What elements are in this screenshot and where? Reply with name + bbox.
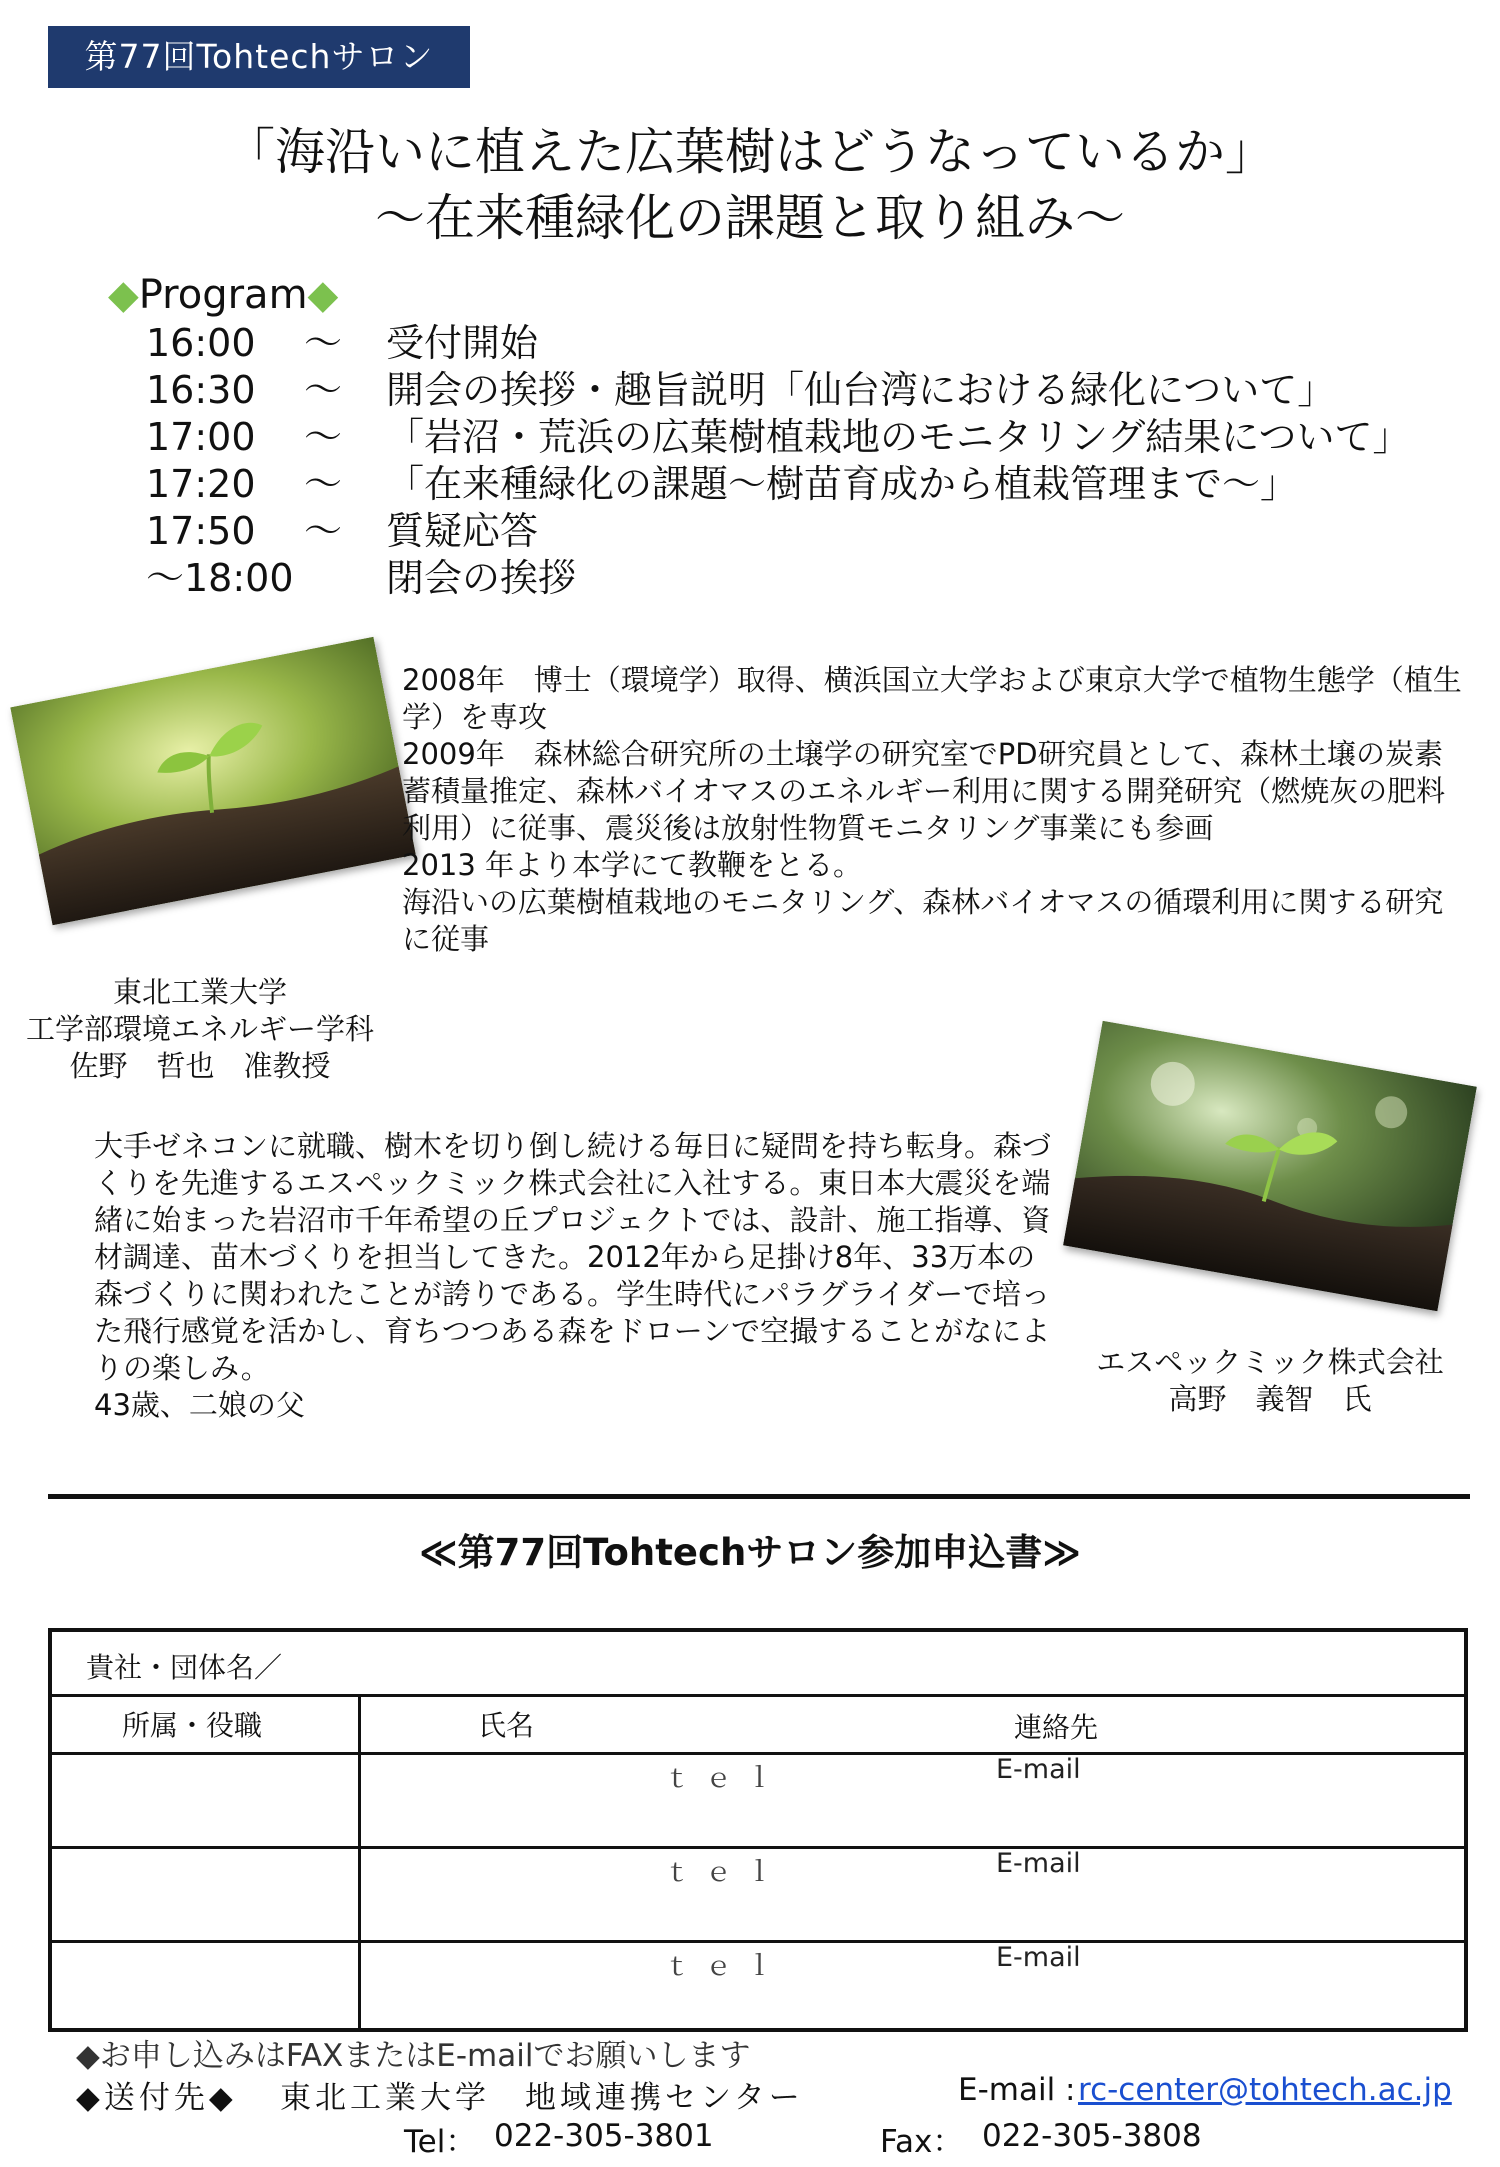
col-name-header: 氏名 bbox=[478, 1709, 535, 1742]
program-text: 「岩沼・荒浜の広葉樹植栽地のモニタリング結果について」 bbox=[386, 415, 1411, 459]
program-row bbox=[146, 461, 1299, 507]
diamond-icon: ◆ bbox=[307, 272, 339, 318]
speaker2-name: 高野 義智 氏 bbox=[1168, 1382, 1372, 1416]
tel-field[interactable]: ｔｅｌ bbox=[664, 1857, 787, 1888]
program-time: 17:50 bbox=[146, 509, 256, 553]
program-heading bbox=[108, 272, 338, 318]
program-time: 16:00 bbox=[146, 321, 256, 365]
bio-paragraph: 海沿いの広葉樹植栽地のモニタリング、森林バイオマスの循環利用に関する研究に従事 bbox=[402, 885, 1444, 956]
seedling-illustration bbox=[10, 637, 416, 926]
program-row bbox=[146, 555, 577, 601]
bio-paragraph: 2008年 博士（環境学）取得、横浜国立大学および東京大学で植物生態学（植生学）を専攻 bbox=[402, 663, 1462, 734]
speaker1-affiliation bbox=[10, 974, 390, 1085]
program-tilde: ～ bbox=[304, 321, 343, 365]
seedling-photo bbox=[1063, 1021, 1477, 1312]
bio-paragraph: 2013 年より本学にて教鞭をとる。 bbox=[402, 848, 863, 882]
section-divider bbox=[48, 1494, 1470, 1499]
program-tilde: ～ bbox=[304, 368, 343, 412]
program-heading-label: Program bbox=[138, 272, 308, 318]
program-row bbox=[146, 508, 539, 554]
col-contact-header: 連絡先 bbox=[1014, 1711, 1099, 1744]
email-field[interactable]: E-mail bbox=[996, 1942, 1081, 1973]
program-time: 17:20 bbox=[146, 462, 256, 506]
event-badge: 第77回Tohtechサロン bbox=[48, 26, 470, 88]
table-rule bbox=[52, 1752, 1464, 1755]
speaker1-dept: 工学部環境エネルギー学科 bbox=[25, 1012, 374, 1046]
program-text: 質疑応答 bbox=[386, 509, 539, 553]
program-text: 閉会の挨拶 bbox=[386, 556, 577, 600]
program-tilde: ～ bbox=[304, 509, 343, 553]
tel-label: Tel： bbox=[404, 2124, 477, 2160]
application-note: ◆お申し込みはFAXまたはE-mailでお願いします bbox=[76, 2038, 751, 2074]
speaker1-org: 東北工業大学 bbox=[112, 975, 287, 1009]
tel-value: 022-305-3801 bbox=[494, 2118, 714, 2154]
page-title-line1: 「海沿いに植えた広葉樹はどうなっているか」 bbox=[225, 123, 1275, 181]
program-text: 受付開始 bbox=[386, 321, 539, 365]
tel-field[interactable]: ｔｅｌ bbox=[664, 1951, 787, 1982]
seedling-photo bbox=[10, 637, 416, 926]
org-name-field[interactable]: 貴社・団体名／ bbox=[86, 1651, 283, 1684]
table-rule bbox=[52, 1940, 1464, 1943]
destination-label: ◆送付先◆ bbox=[76, 2080, 237, 2116]
email-field[interactable]: E-mail bbox=[996, 1754, 1081, 1785]
fax-label: Fax： bbox=[880, 2124, 964, 2160]
speaker2-bio bbox=[94, 1128, 1054, 1424]
email-link[interactable]: rc-center@tohtech.ac.jp bbox=[1078, 2072, 1452, 2108]
table-rule bbox=[52, 1846, 1464, 1849]
diamond-icon: ◆ bbox=[108, 272, 139, 318]
email-field[interactable]: E-mail bbox=[996, 1848, 1081, 1879]
seedling-illustration bbox=[1063, 1021, 1477, 1312]
program-time: 16:30 bbox=[146, 368, 256, 412]
bio-paragraph: 2009年 森林総合研究所の土壌学の研究室でPD研究員として、森林土壌の炭素蓄積量推定、森林バイオマスのエネルギー利用に関する開発研究（燃焼灰の肥料利用）に従事、震災後は放射性物質モニタリング事業にも参画 bbox=[402, 737, 1446, 845]
speaker2-affiliation bbox=[1080, 1344, 1460, 1418]
program-time: 17:00 bbox=[146, 415, 256, 459]
program-text: 開会の挨拶・趣旨説明「仙台湾における緑化について」 bbox=[386, 368, 1336, 412]
speaker2-org: エスペックミック株式会社 bbox=[1096, 1345, 1444, 1379]
page-title-line2: ～在来種緑化の課題と取り組み～ bbox=[375, 189, 1125, 247]
table-column-rule bbox=[358, 1694, 361, 2032]
email-label: E-mail : bbox=[958, 2072, 1076, 2108]
program-tilde: ～ bbox=[304, 462, 343, 506]
tel-field[interactable]: ｔｅｌ bbox=[664, 1763, 787, 1794]
fax-value: 022-305-3808 bbox=[982, 2118, 1202, 2154]
table-rule bbox=[52, 1694, 1464, 1697]
program-tilde: ～ bbox=[304, 415, 343, 459]
program-row bbox=[146, 320, 539, 366]
speaker1-bio bbox=[402, 662, 1462, 958]
program-row bbox=[146, 367, 1336, 413]
col-affiliation-header: 所属・役職 bbox=[122, 1709, 263, 1742]
program-text: 「在来種緑化の課題～樹苗育成から植栽管理まで～」 bbox=[386, 462, 1299, 506]
speaker1-name: 佐野 哲也 准教授 bbox=[69, 1049, 331, 1083]
program-row bbox=[146, 414, 1411, 460]
bio-paragraph: 大手ゼネコンに就職、樹木を切り倒し続ける毎日に疑問を持ち転身。森づくりを先進するエスペックミック株式会社に入社する。東日本大震災を端緒に始まった岩沼市千年希望の丘プロジェクトでは、設計、施工指導、資材調達、苗木づくりを担当してきた。2012年から足掛け8年、33万本の森づくりに関われたことが誇りである。学生時代にパラグライダーで培った飛行感覚を活かし、育ちつつある森をドローンで空撮することがなによりの楽しみ。 bbox=[94, 1129, 1052, 1385]
program-time: ～18:00 bbox=[146, 556, 294, 600]
bio-paragraph: 43歳、二娘の父 bbox=[94, 1388, 305, 1422]
application-form-table bbox=[48, 1628, 1468, 2032]
form-title: ≪第77回Tohtechサロン参加申込書≫ bbox=[418, 1531, 1082, 1574]
destination-org: 東北工業大学 地域連携センター bbox=[280, 2080, 804, 2116]
